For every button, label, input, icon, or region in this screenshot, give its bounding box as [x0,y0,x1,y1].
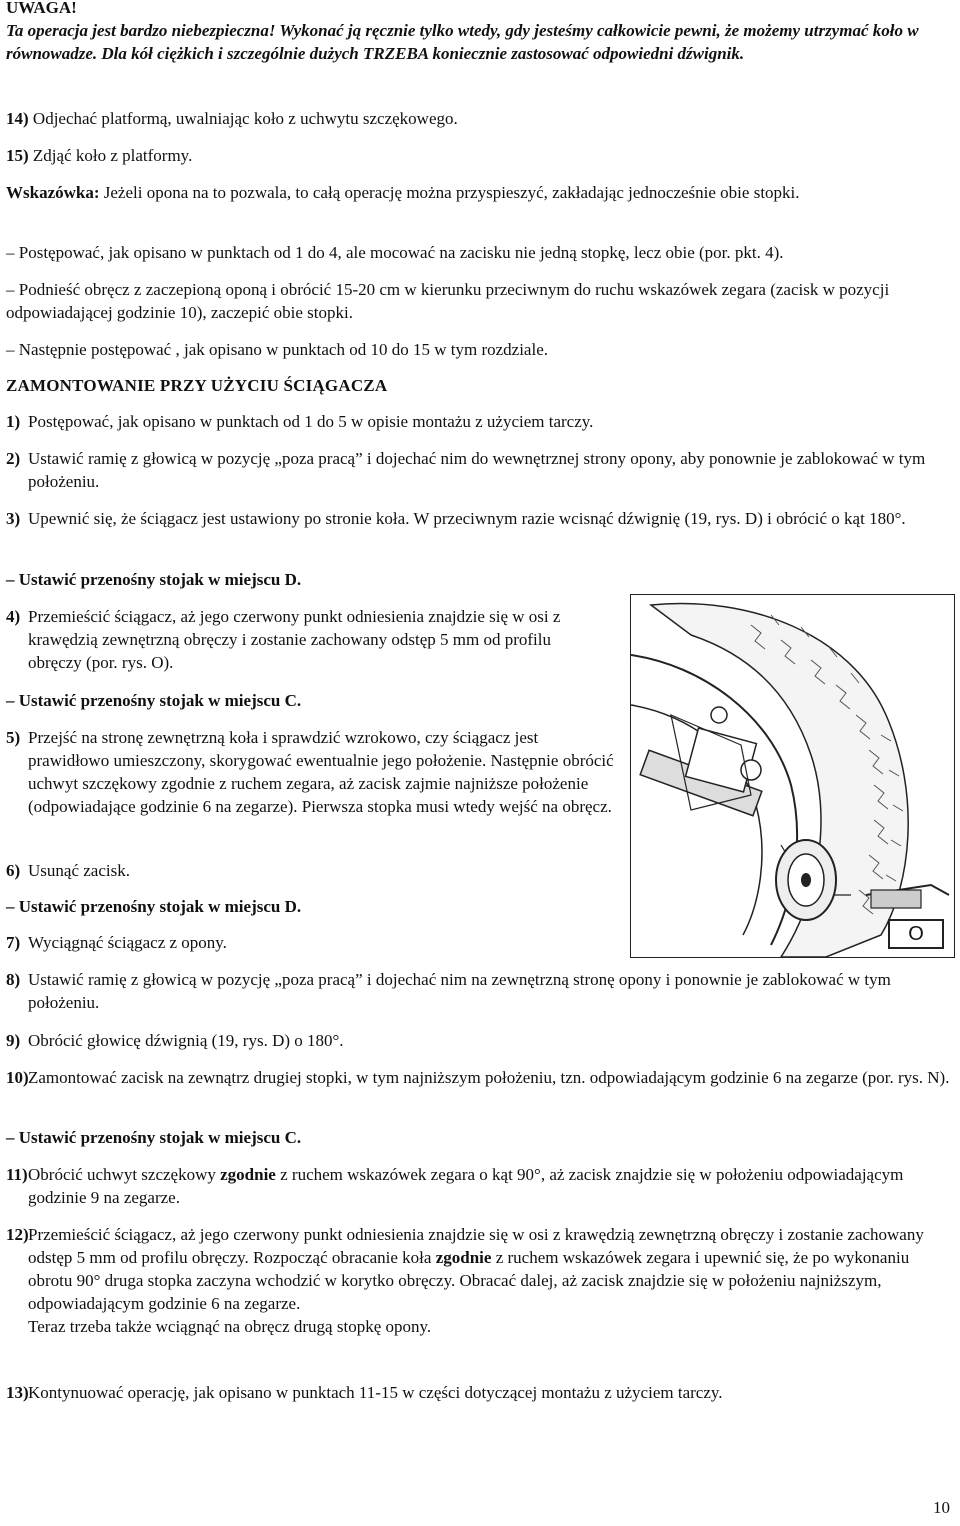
step-text: Przemieścić ściągacz, aż jego czerwony punkt odniesienia znajdzie się w osi z krawędzią zewnętrzną obręczy i zostanie zachowany odstęp 5 mm od profilu obręczy (por. rys. O). [28,607,561,672]
step-text: Odjechać platformą, uwalniając koło z uchwytu szczękowego. [32,109,458,128]
step-9 [6,1029,950,1052]
step-number: 8) [6,970,21,989]
step-text: Ustawić ramię z głowicą w pozycję „poza pracą” i dojechać nim na zewnętrzną stronę opony i ponownie je zablokować w tym położeniu. [28,970,891,1012]
note-stand-c-2: – Ustawić przenośny stojak w miejscu C. [6,1128,302,1147]
note-stand-d-2: – Ustawić przenośny stojak w miejscu D. [6,897,302,916]
step-text: Obrócić uchwyt szczękowy zgodnie z ruchem wskazówek zegara o kąt 90°, aż zacisk znajdzie się w położeniu odpowiadającym godzinie 9 na zegarze. [28,1165,904,1207]
hint-paragraph [6,181,950,204]
dash-paragraph-2: – Podnieść obręcz z zaczepioną oponą i obrócić 15-20 cm w kierunku przeciwnym do ruchu wskazówek zegara (zacisk w pozycji odpowiadającej godzinie 10), zaczepić obie stopki. [6,280,890,322]
step-12 [6,1223,950,1338]
step-number: 5) [6,728,21,747]
step-2 [6,447,950,493]
step-text: Obrócić głowicę dźwignią (19, rys. D) o 180°. [28,1031,344,1050]
step-text: Przejść na stronę zewnętrzną koła i sprawdzić wzrokowo, czy ściągacz jest prawidłowo umieszczony, skorygować ewentualnie jego położenie. Następnie obrócić uchwyt szczękowy zgodnie z ruchem zegara, aż zacisk zajmie najniższe położenie (odpowiadające godzinie 6 na zegarze). Pierwsza stopka musi wtedy wejść na obręcz. [28,728,614,816]
step-text: Kontynuować operację, jak opisano w punktach 11-15 w części dotyczącej montażu z użyciem tarczy. [28,1383,723,1402]
step-11 [6,1163,950,1209]
page-number: 10 [933,1498,950,1517]
step-number: 12) [6,1225,29,1244]
wheel-illustration [631,595,954,957]
step-text: Zdjąć koło z platformy. [32,146,193,165]
step-text: Usunąć zacisk. [28,861,130,880]
step-number: 14) [6,109,29,128]
step-number: 10) [6,1068,29,1087]
section-heading: ZAMONTOWANIE PRZY UŻYCIU ŚCIĄGACZA [6,376,388,395]
step-8 [6,968,950,1014]
step-text: Ustawić ramię z głowicą w pozycję „poza pracą” i dojechać nim do wewnętrznej strony opony, aby ponownie je zablokować w tym położeniu. [28,449,926,491]
step-number: 7) [6,933,21,952]
step-text: Postępować, jak opisano w punktach od 1 do 5 w opisie montażu z użyciem tarczy. [28,412,594,431]
figure-o [630,594,955,958]
step-number: 15) [6,146,29,165]
step-7 [6,931,606,954]
warning-title: UWAGA! [6,0,77,17]
step-number: 3) [6,509,21,528]
step-number: 13) [6,1383,29,1402]
step-number: 6) [6,861,21,880]
step-4 [6,605,596,674]
step-5 [6,726,618,818]
step-number: 4) [6,607,21,626]
hint-label: Wskazówka: [6,183,100,202]
warning-text: Ta operacja jest bardzo niebezpieczna! Wykonać ją ręcznie tylko wtedy, gdy jesteśmy całkowicie pewni, że możemy utrzymać koło w równowadze. Dla kół ciężkich i szczególnie dużych TRZEBA koniecznie zastosować odpowiedni dźwignik. [6,21,919,63]
dash-paragraph-1: – Postępować, jak opisano w punktach od 1 do 4, ale mocować na zacisku nie jedną stopkę, lecz obie (por. pkt. 4). [6,243,784,262]
step-number: 1) [6,412,21,431]
step-text: Zamontować zacisk na zewnątrz drugiej stopki, w tym najniższym położeniu, tzn. odpowiadającym godzinie 6 na zegarze (por. rys. N). [28,1068,950,1087]
step-text: Przemieścić ściągacz, aż jego czerwony punkt odniesienia znajdzie się w osi z krawędzią zewnętrzną obręczy i zostanie zachowany odstęp 5 mm od profilu obręczy. Rozpocząć obracanie koła zgodnie z ruchem wskazówek zegara i upewnić się, że po wykonaniu obrotu 90° druga stopka zaczyna wchodzić w korytko obręczy. Obracać dalej, aż zacisk znajdzie się w położeniu najniższym, odpowiadającym godzinie 6 na zegarze. Teraz trzeba także wciągnąć na obręcz drugą stopkę opony. [28,1225,924,1336]
step-15 [6,144,950,167]
step-text: Upewnić się, że ściągacz jest ustawiony po stronie koła. W przeciwnym razie wcisnąć dźwignię (19, rys. D) i obrócić o kąt 180°. [28,509,906,528]
note-stand-c: – Ustawić przenośny stojak w miejscu C. [6,691,302,710]
step-3 [6,507,950,530]
figure-label: O [888,919,944,949]
step-1 [6,410,950,433]
dash-paragraph-3: – Następnie postępować , jak opisano w punktach od 10 do 15 w tym rozdziale. [6,340,548,359]
step-6 [6,859,606,882]
step-number: 2) [6,449,21,468]
step-text: Wyciągnąć ściągacz z opony. [28,933,227,952]
step-number: 9) [6,1031,21,1050]
step-number: 11) [6,1165,28,1184]
step-10 [6,1066,950,1089]
step-13 [6,1381,950,1404]
hint-text: Jeżeli opona na to pozwala, to całą operację można przyspieszyć, zakładając jednocześnie obie stopki. [103,183,800,202]
note-stand-d: – Ustawić przenośny stojak w miejscu D. [6,570,302,589]
step-14 [6,107,950,130]
